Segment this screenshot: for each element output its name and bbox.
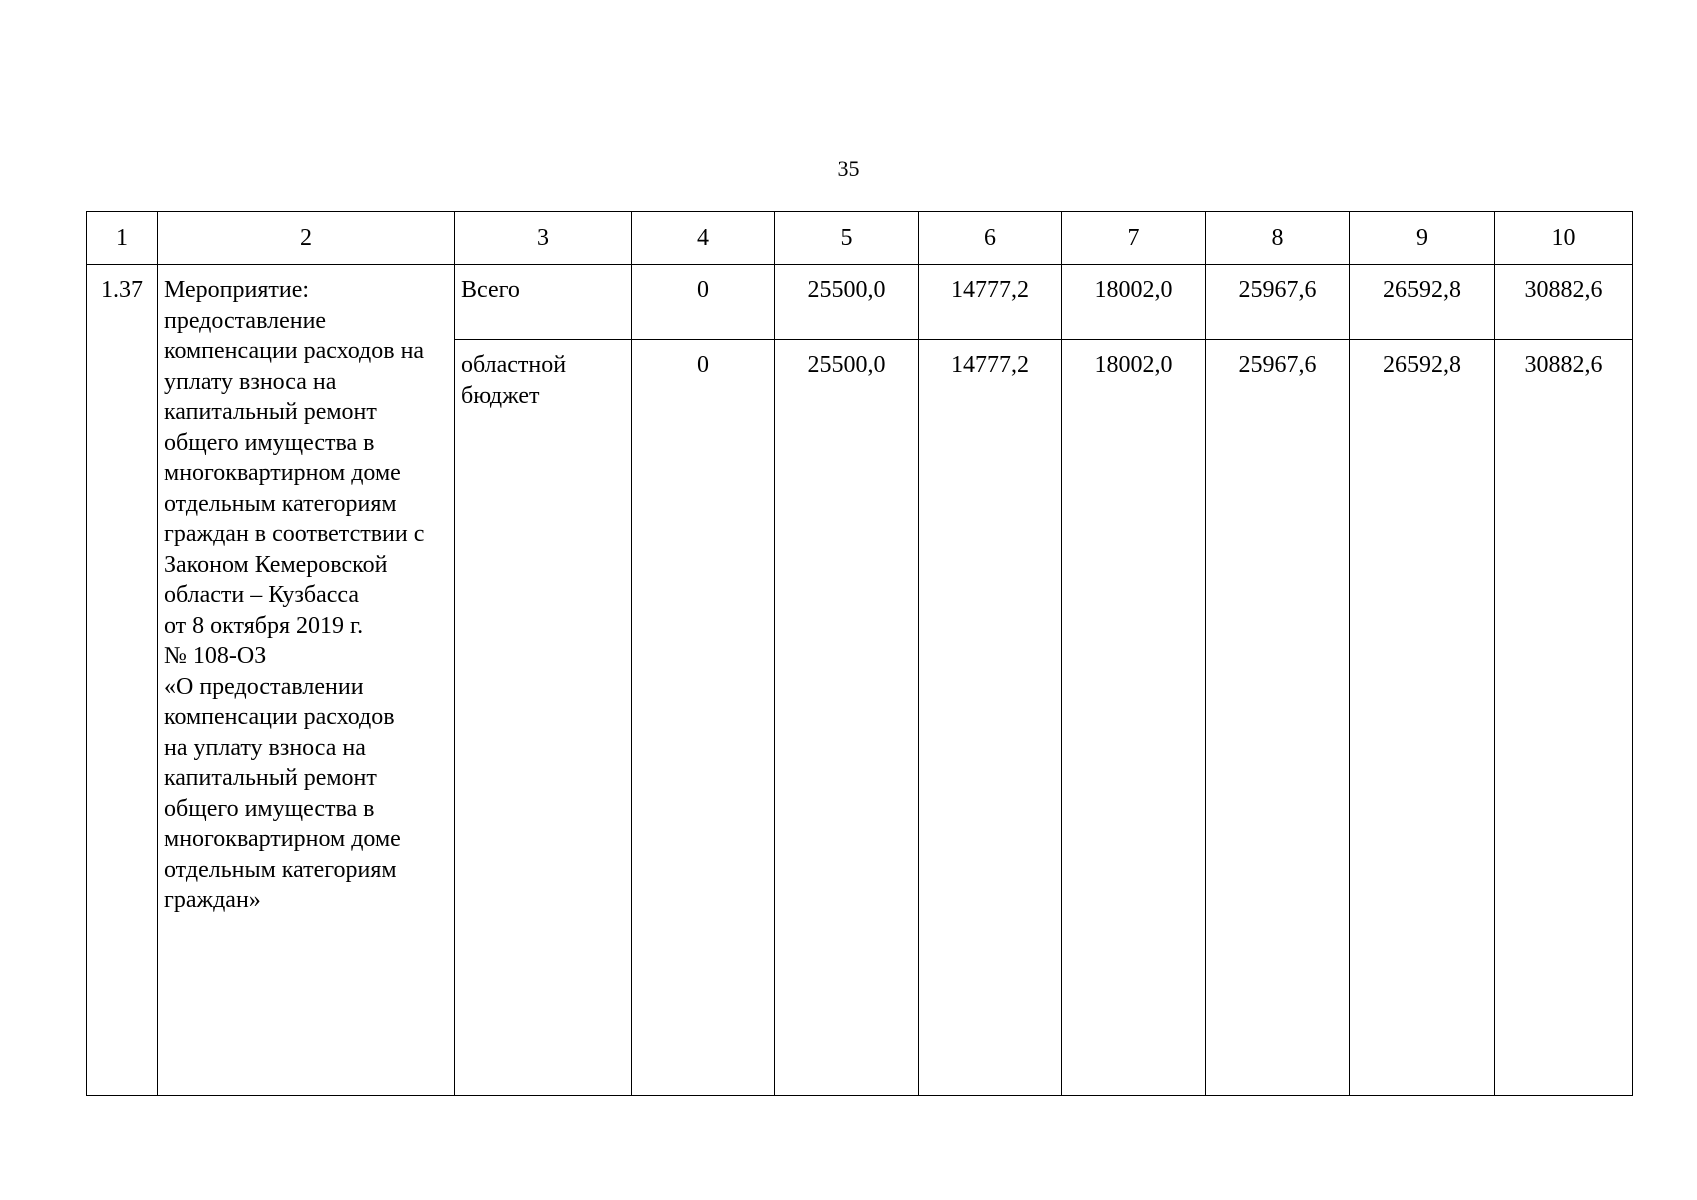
value-total-col10: 30882,6 [1495, 265, 1633, 340]
description-text: Мероприятие: предоставление компенсации расходов на уплату взноса на капитальный ремонт общего имущества в многоквартирном доме отдельным категориям граждан в соответствии с Законом Кемеровской области – Кузбасса от 8 октября 2019 г. № 108-ОЗ «О предоставлении компенсации расходов на уплату взноса на капитальный ремонт общего имущества в многоквартирном доме отдельным категориям граждан» [164, 277, 425, 913]
table-header-row [87, 212, 1633, 265]
value-total-col6: 14777,2 [919, 265, 1062, 340]
value-total-col8: 25967,6 [1206, 265, 1350, 340]
value-regional-col5: 25500,0 [775, 340, 919, 1096]
page-number: 35 [837, 156, 860, 181]
source-name-regional-text: областной бюджет [461, 352, 567, 409]
budget-table [86, 211, 1633, 1096]
value-regional-col9: 26592,8 [1350, 340, 1495, 1096]
column-header-3: 3 [455, 212, 632, 265]
column-header-9: 9 [1350, 212, 1495, 265]
source-name-total: Всего [455, 265, 632, 340]
table-row-total [87, 265, 1633, 340]
column-header-5: 5 [775, 212, 919, 265]
value-total-col4: 0 [632, 265, 775, 340]
value-total-col5: 25500,0 [775, 265, 919, 340]
value-regional-col10: 30882,6 [1495, 340, 1633, 1096]
value-regional-col7: 18002,0 [1062, 340, 1206, 1096]
value-total-col7: 18002,0 [1062, 265, 1206, 340]
column-header-4: 4 [632, 212, 775, 265]
value-regional-col6: 14777,2 [919, 340, 1062, 1096]
column-header-7: 7 [1062, 212, 1206, 265]
row-description [158, 265, 455, 1096]
value-total-col9: 26592,8 [1350, 265, 1495, 340]
column-header-6: 6 [919, 212, 1062, 265]
value-regional-col8: 25967,6 [1206, 340, 1350, 1096]
source-name-regional [455, 340, 632, 1096]
value-regional-col4: 0 [632, 340, 775, 1096]
column-header-2: 2 [158, 212, 455, 265]
row-code: 1.37 [87, 265, 158, 1096]
column-header-10: 10 [1495, 212, 1633, 265]
column-header-8: 8 [1206, 212, 1350, 265]
column-header-1: 1 [87, 212, 158, 265]
